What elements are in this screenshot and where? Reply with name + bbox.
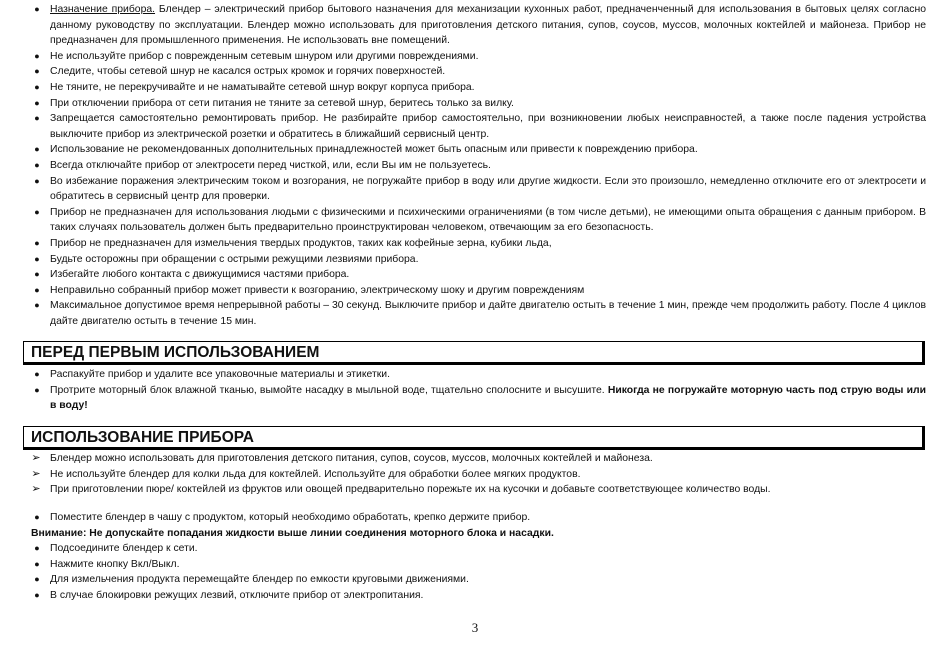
bullet-icon: ● — [34, 97, 40, 108]
before-first-use-list — [0, 367, 950, 414]
bullet-icon: ● — [34, 206, 40, 217]
item-text: Блендер можно использовать для приготовления детского питания, супов, соусов, муссов, молочных коктейлей и майонеза. — [50, 453, 653, 464]
bullet-icon: ● — [34, 4, 40, 14]
section-heading-before-first-use: ПЕРЕД ПЕРВЫМ ИСПОЛЬЗОВАНИЕМ — [23, 341, 925, 365]
item-text: Запрещается самостоятельно ремонтировать прибор. Не разбирайте прибор самостоятельно, при возникновении любых неисправностей, а также после падения устройства выключите прибор из электрической розетки и обратитесь в ближайший сервисный центр. — [50, 113, 926, 140]
list-item — [0, 158, 950, 174]
item-text: Избегайте любого контакта с движущимися частями прибора. — [50, 269, 350, 281]
bullet-icon: ● — [34, 369, 40, 379]
bullet-icon: ● — [34, 81, 40, 92]
item-text: Распакуйте прибор и удалите все упаковочные материалы и этикетки. — [50, 369, 390, 380]
list-item — [0, 64, 950, 80]
arrow-bullet-icon: ➢ — [31, 467, 41, 480]
item-text: Всегда отключайте прибор от электросети перед чисткой, или, если Вы им не пользуетесь. — [50, 159, 491, 171]
item-text: Не тяните, не перекручивайте и не наматывайте сетевой шнур вокруг корпуса прибора. — [50, 81, 475, 93]
item-text: Во избежание поражения электрическим током и возгорания, не погружайте прибор в воду или другие жидкости. Если это произошло, немедленно отключите его от электросети и обратитесь в сервисный центр для проверки. — [50, 175, 926, 203]
item-text: Протрите моторный блок влажной тканью, вымойте насадку в мыльной воде, тщательно сполосните и высушите. — [50, 384, 608, 396]
list-item — [0, 142, 950, 158]
list-item — [0, 174, 950, 205]
item-text: Использование не рекомендованных дополнительных принадлежностей может быть опасным или привести к повреждению прибора. — [50, 144, 698, 156]
arrow-bullet-icon: ➢ — [31, 483, 41, 496]
bullet-icon: ● — [34, 543, 40, 554]
section-heading-using-device: ИСПОЛЬЗОВАНИЕ ПРИБОРА — [23, 426, 925, 450]
list-item — [0, 451, 950, 467]
item-label: Назначение прибора. — [50, 4, 156, 15]
bullet-icon: ● — [34, 113, 40, 124]
list-item — [0, 588, 950, 604]
list-item — [0, 367, 950, 383]
item-text: Не используйте блендер для колки льда для коктейлей. Используйте для обработки более мягких продуктов. — [50, 468, 581, 480]
list-item — [0, 298, 950, 329]
bullet-icon: ● — [34, 384, 40, 395]
item-warning-text: Никогда не погружайте моторную часть под струю воды или в воду! — [50, 384, 926, 412]
bullet-icon: ● — [34, 237, 40, 248]
item-text: При приготовлении пюре/ коктейлей из фруктов или овощей предварительно порежьте их на кусочки и добавьте соответствующее количество воды. — [50, 484, 771, 496]
list-item — [0, 383, 950, 414]
list-item — [0, 252, 950, 268]
item-text: В случае блокировки режущих лезвий, отключите прибор от электропитания. — [50, 589, 424, 601]
item-text: Подсоедините блендер к сети. — [50, 543, 198, 555]
list-item — [0, 572, 950, 588]
bullet-icon: ● — [34, 300, 40, 311]
bullet-icon: ● — [34, 50, 40, 61]
item-text: Не используйте прибор с поврежденным сетевым шнуром или другими повреждениями. — [50, 50, 479, 62]
list-item — [0, 2, 950, 49]
safety-instructions-list — [0, 2, 950, 329]
item-text: При отключении прибора от сети питания не тяните за сетевой шнур, беритесь только за вилку. — [50, 97, 514, 109]
list-item — [0, 482, 950, 498]
bullet-icon: ● — [34, 589, 40, 600]
bullet-icon: ● — [34, 284, 40, 295]
attention-note: Внимание: Не допускайте попадания жидкости выше линии соединения моторного блока и насадки. — [31, 527, 554, 539]
bullet-icon: ● — [34, 512, 40, 522]
list-item — [0, 510, 950, 526]
bullet-icon: ● — [34, 253, 40, 264]
bullet-icon: ● — [34, 175, 40, 186]
item-text: Прибор не предназначен для использования людьми с физическими и психическими ограничениями (в том числе детьми), не имеющими опыта обращения с данным прибором. В таких случаях пользователь должен быть предварительно проинструктирован человеком, отвечающим за его безопасность. — [50, 206, 926, 234]
list-item — [0, 111, 950, 142]
item-text: Неправильно собранный прибор может привести к возгоранию, электрическому шоку и другим повреждениям — [50, 284, 585, 296]
list-item — [0, 49, 950, 65]
item-text: Максимальное допустимое время непрерывной работы – 30 секунд. Выключите прибор и дайте двигателю остыть в течение 1 мин, прежде чем продолжить работу. После 4 циклов дайте двигателю остыть в течение 15 мин. — [50, 300, 926, 327]
item-text: Прибор не предназначен для измельчения твердых продуктов, таких как кофейные зерна, кубики льда, — [50, 237, 552, 249]
list-item — [0, 267, 950, 283]
list-item — [0, 283, 950, 299]
bullet-icon: ● — [34, 144, 40, 155]
arrow-bullet-icon: ➢ — [31, 452, 41, 464]
page-number: 3 — [471, 620, 479, 635]
list-item — [0, 557, 950, 573]
item-text: Для измельчения продукта перемещайте блендер по емкости круговыми движениями. — [50, 574, 469, 586]
operation-steps-list — [0, 510, 950, 604]
bullet-icon: ● — [34, 159, 40, 170]
list-item — [0, 541, 950, 557]
usage-tips-list — [0, 451, 950, 498]
item-text: Будьте осторожны при обращении с острыми режущими лезвиями прибора. — [50, 253, 419, 265]
list-item — [0, 467, 950, 483]
bullet-icon: ● — [34, 574, 40, 585]
item-text: Поместите блендер в чашу с продуктом, который необходимо обработать, крепко держите прибор. — [50, 512, 531, 523]
list-item — [0, 236, 950, 252]
list-item — [0, 96, 950, 112]
bullet-icon: ● — [34, 558, 40, 569]
bullet-icon: ● — [34, 269, 40, 280]
item-text: Нажмите кнопку Вкл/Выкл. — [50, 558, 180, 570]
item-text: Следите, чтобы сетевой шнур не касался острых кромок и горячих поверхностей. — [50, 66, 446, 78]
list-item — [0, 80, 950, 96]
list-item — [0, 205, 950, 236]
bullet-icon: ● — [34, 66, 40, 77]
item-text: Блендер – электрический прибор бытового назначения для механизации кухонных работ, предначенченный для использования в бытовых целях согласно данному руководству по эксплуатации. Блендер можно использовать для приготовления детского питания, супов, соусов, муссов, молочных коктейлей и майонеза. Прибор не предназначен для промышленного применения. Не использовать вне помещений. — [50, 4, 927, 47]
